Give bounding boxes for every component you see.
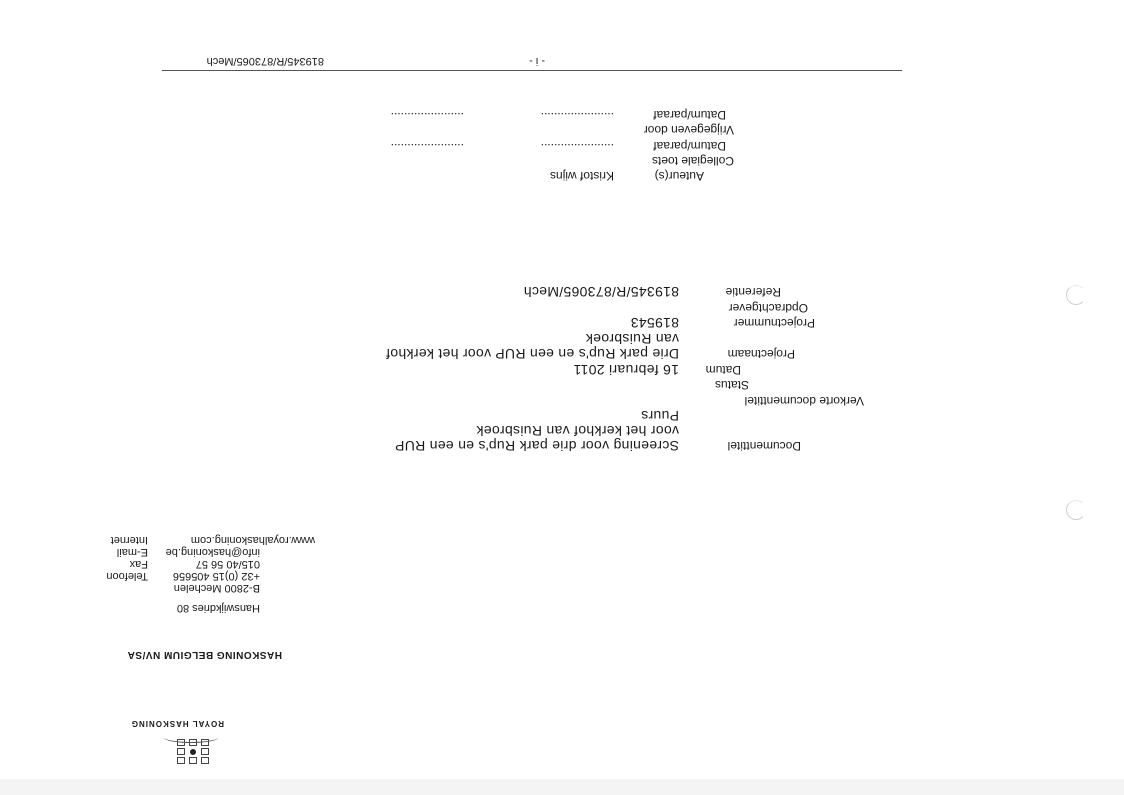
project-number-label: Projectnummer [733,316,815,330]
document-title-line-2: voor het kerkhof van Ruisbroek [476,423,679,439]
date-signature-label-2: Datum/paraaf [653,108,726,122]
footer-page-number: - i - [529,55,545,67]
binder-hole-mark [1066,500,1086,520]
signature-dots-2a: ...................... [540,110,614,124]
released-by-label: Vrijgegeven door [643,123,734,137]
signature-dots-1a: ...................... [540,141,614,155]
logo-text: ROYAL HASKONING [130,719,224,728]
company-city: B-2800 Mechelen [173,582,260,594]
company-street: Hanswijkdries 80 [176,602,260,614]
contact-phone-label: Telefoon [106,570,148,582]
contact-internet-label: Internet [110,534,148,546]
company-name: HASKONING BELGIUM NV/SA [127,649,282,660]
project-number-value: 819543 [630,315,679,331]
signature-dots-2b: ...................... [390,110,464,124]
contact-fax-label: Fax [129,558,148,570]
contact-email-label: E-mail [116,546,148,558]
project-name-line-1: Drie park Rup's en een RUP voor het kerkhof [385,346,679,362]
reference-label: Referentie [725,285,781,299]
contact-phone-value: +32 (0)15 405656 [172,570,260,582]
document-title-line-3: Puurs [640,408,679,424]
contact-fax-value: 015/40 56 57 [195,558,260,570]
short-title-label: Verkorte documenttitel [744,394,864,408]
status-label: Status [714,378,749,392]
signature-dots-1b: ...................... [390,141,464,155]
peer-review-label: Collegiale toets [651,154,734,168]
date-signature-label-1: Datum/paraaf [653,139,726,153]
project-name-line-2: van Ruisbroek [585,331,679,347]
contact-internet-value: www.royalhaskoning.com [190,534,315,546]
author-label: Auteur(s) [654,169,704,183]
document-title-line-1: Screening voor drie park Rup's en een RUP [394,438,679,454]
client-label: Opdrachtgever [728,301,808,315]
date-label: Datum [705,363,741,377]
scan-top-edge [0,779,1124,795]
date-value: 16 februari 2011 [573,362,679,378]
footer-rule [162,70,902,71]
reference-value: 819345/R/873065/Mech [523,284,679,300]
contact-email-value: info@haskoning.be [165,546,260,558]
project-name-label: Projectnaam [727,347,795,361]
binder-hole-mark [1066,285,1086,305]
author-value: Kristof wijns [549,169,614,183]
document-title-label: Documenttitel [727,439,801,453]
footer-reference: 819345/R/873065/Mech [206,55,324,67]
